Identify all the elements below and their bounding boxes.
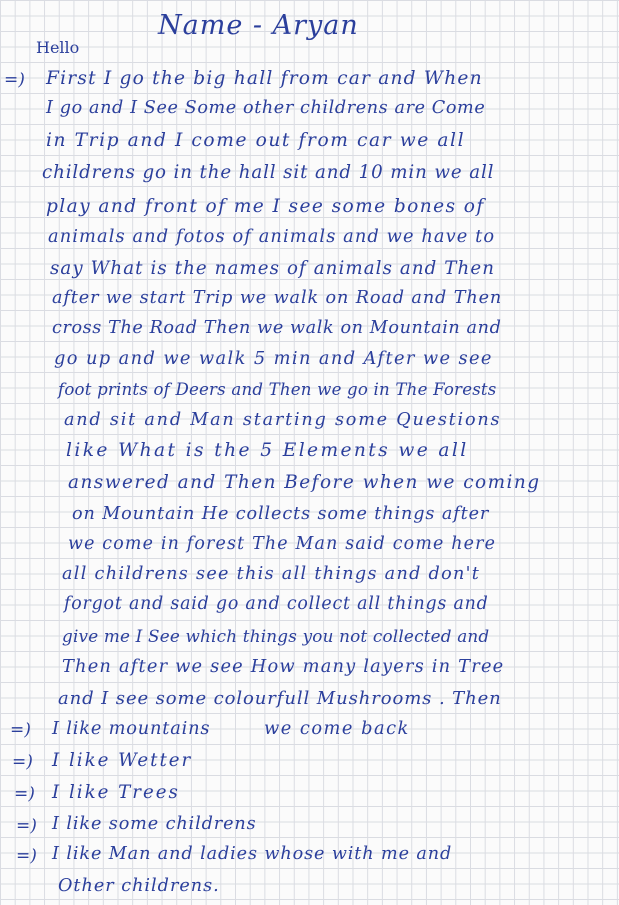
- paragraph-line: go up and we walk 5 min and After we see: [54, 348, 493, 369]
- paragraph-line: in Trip and I come out from car we all: [46, 130, 466, 151]
- paragraph-line: cross The Road Then we walk on Mountain and: [52, 318, 502, 338]
- like-item-text: I like Trees: [52, 782, 180, 803]
- greeting: Hello: [36, 38, 80, 57]
- paragraph-line: I go and I See Some other childrens are Come: [46, 98, 486, 118]
- paragraph-line: and sit and Man starting some Questions: [64, 410, 502, 430]
- arrow-marker: =): [16, 816, 37, 836]
- paragraph-line: and I see some colourfull Mushrooms . Then: [58, 688, 502, 709]
- paragraph-line: after we start Trip we walk on Road and Then: [52, 288, 503, 308]
- paragraph-line: give me I See which things you not collected and: [62, 626, 490, 646]
- like-item-text: I like Man and ladies whose with me and: [52, 844, 453, 864]
- paragraph-line: like What is the 5 Elements we all: [66, 440, 469, 461]
- paragraph-line: play and front of me I see some bones of: [46, 196, 485, 217]
- paragraph-line: foot prints of Deers and Then we go in The Forests: [58, 380, 497, 399]
- page-title: Name - Aryan: [158, 10, 359, 41]
- paragraph-line: animals and fotos of animals and we have to: [48, 226, 496, 247]
- paragraph-line: childrens go in the hall sit and 10 min we all: [42, 162, 495, 183]
- paragraph-line: all childrens see this all things and don't: [62, 564, 481, 584]
- arrow-marker: =): [16, 846, 37, 866]
- paragraph-continuation: we come back: [264, 718, 410, 739]
- like-item-text: I like mountains: [52, 718, 211, 739]
- arrow-marker: =): [10, 720, 31, 740]
- like-item-text: I like Wetter: [52, 750, 193, 771]
- paragraph-line: Then after we see How many layers in Tree: [62, 656, 505, 677]
- arrow-marker: =): [4, 70, 25, 90]
- paragraph-line: answered and Then Before when we coming: [68, 472, 541, 493]
- final-line: Other childrens.: [58, 876, 220, 896]
- paragraph-line: say What is the names of animals and Then: [50, 258, 496, 279]
- paragraph-line: on Mountain He collects some things after: [72, 504, 490, 524]
- like-item-text: I like some childrens: [52, 814, 257, 834]
- paragraph-line: we come in forest The Man said come here: [68, 534, 497, 554]
- paragraph-line: First I go the big hall from car and When: [46, 68, 483, 89]
- arrow-marker: =): [12, 752, 33, 772]
- paragraph-line: forgot and said go and collect all things and: [64, 594, 489, 614]
- arrow-marker: =): [14, 784, 35, 804]
